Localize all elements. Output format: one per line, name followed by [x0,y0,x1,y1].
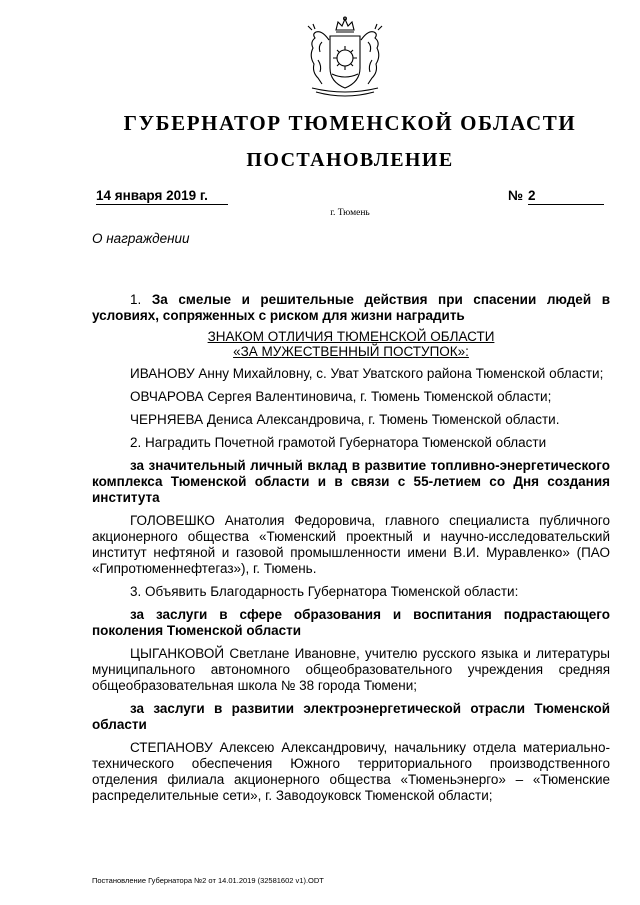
paragraph-1-number: 1. [130,292,142,307]
document-city: г. Тюмень [330,208,370,218]
paragraph-1-text: За смелые и решительные действия при спасении людей в условиях, сопряженных с риском для жизни наградить [92,292,610,323]
number-label: № [508,188,524,203]
document-subject: О награждении [92,231,190,246]
paragraph-3-reason-1: за заслуги в сфере образования и воспитания подрастающего поколения Тюменской области [92,607,610,638]
document-number: 2 [528,188,604,205]
awardee-4: ГОЛОВЕШКО Анатолия Федоровича, главного специалиста публичного акционерного общества «Тюменский проектный и научно-исследовательский институт нефтяной и газовой промышленности имени В.И. Муравленко» (ПАО «Гипротюменнефтегаз»), г. Тюмень. [92,513,610,576]
document-body [92,292,610,811]
paragraph-2: 2. Наградить Почетной грамотой Губернатора Тюменской области [130,435,547,450]
paragraph-2-reason: за значительный личный вклад в развитие топливно-энергетического комплекса Тюменской области и в связи с 55-летием со Дня создания института [92,458,610,505]
paragraph-3: 3. Объявить Благодарность Губернатора Тюменской области: [130,584,519,599]
award-name [92,329,610,359]
paragraph-3-reason-2: за заслуги в развитии электроэнергетической отрасли Тюменской области [92,701,610,732]
paragraph-1 [92,292,610,324]
page-title: ГУБЕРНАТОР ТЮМЕНСКОЙ ОБЛАСТИ [123,111,577,135]
awardee-5: ЦЫГАНКОВОЙ Светлане Ивановне, учителю русского языка и литературы муниципального автономного общеобразовательного учреждения средняя общеобразовательная школа № 38 города Тюмени; [92,646,610,693]
document-type: ПОСТАНОВЛЕНИЕ [246,149,454,171]
document-footer: Постановление Губернатора №2 от 14.01.2019 (32581602 v1).ODT [92,876,324,885]
coat-of-arms-icon [300,16,390,100]
document-date: 14 января 2019 г. [96,188,228,205]
award-line-2: «ЗА МУЖЕСТВЕННЫЙ ПОСТУПОК»: [233,344,469,359]
awardee-6: СТЕПАНОВУ Алексею Александровичу, начальнику отдела материально-технического обеспечения Южного территориального производственного отделения филиала акционерного общества «Тюменьэнерго» – «Тюменские распределительные сети», г. Заводоуковск Тюменской области; [92,740,610,803]
awardee-3: ЧЕРНЯЕВА Дениса Александровича, г. Тюмень Тюменской области. [130,412,560,427]
awardee-2: ОВЧАРОВА Сергея Валентиновича, г. Тюмень Тюменской области; [130,389,552,404]
awardee-1: ИВАНОВУ Анну Михайловну, с. Уват Уватского района Тюменской области; [130,366,604,381]
award-line-1: ЗНАКОМ ОТЛИЧИЯ ТЮМЕНСКОЙ ОБЛАСТИ [207,329,495,344]
